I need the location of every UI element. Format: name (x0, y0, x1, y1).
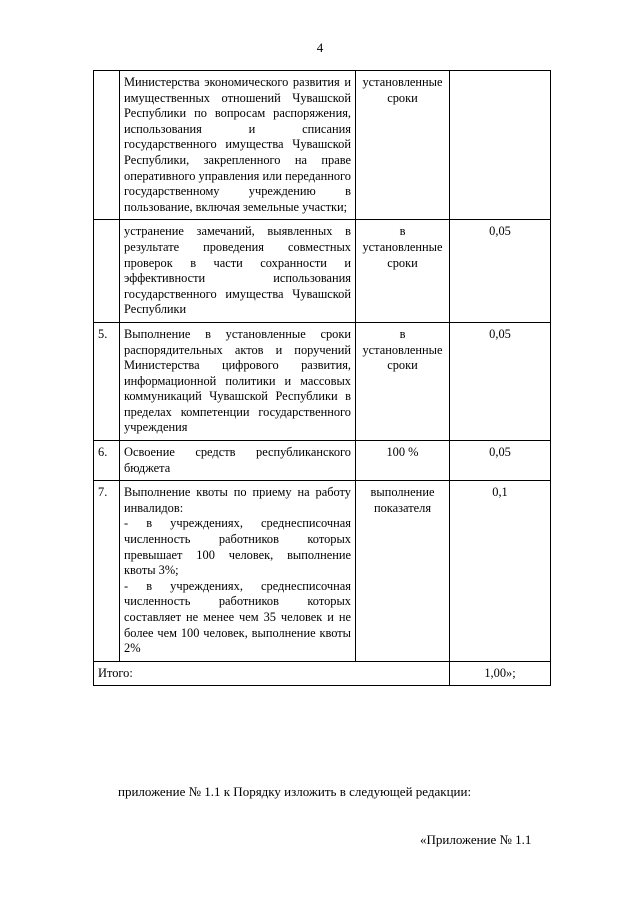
row-description (120, 322, 356, 440)
total-row (94, 661, 551, 686)
row-value: 100 % (356, 441, 450, 481)
row-description (120, 441, 356, 481)
row-weight: 0,05 (450, 220, 551, 323)
table-row (94, 71, 551, 220)
table-row (94, 322, 551, 440)
row-number (94, 220, 120, 323)
description-line: Освоение средств республиканского бюджета (124, 445, 351, 475)
description-line: - в учреждениях, среднесписочная численность работников которых превышает 100 человек, выполнение квоты 3%; (124, 516, 351, 578)
description-line: устранение замечаний, выявленных в результате проведения совместных проверок в части сохранности и эффективности использования государственного имущества Чувашской Республики (124, 224, 351, 317)
row-number: 5. (94, 322, 120, 440)
row-weight: 0,05 (450, 322, 551, 440)
table-row (94, 441, 551, 481)
amendment-text: приложение № 1.1 к Порядку изложить в следующей редакции: (118, 784, 472, 799)
row-value: выполнение показателя (356, 481, 450, 662)
row-number: 6. (94, 441, 120, 481)
table-row (94, 481, 551, 662)
appendix-heading: «Приложение № 1.1 (420, 832, 532, 847)
table-row (94, 220, 551, 323)
description-line: - в учреждениях, среднесписочная численность работников которых составляет не менее чем 35 человек и не более чем 100 человек, выполнение квоты 2% (124, 578, 351, 656)
row-number (94, 71, 120, 220)
description-line: Выполнение в установленные сроки распорядительных актов и поручений Министерства цифрового развития, информационной политики и массовых коммуникаций Чувашской Республики в пределах компетенции государственного учреждения (124, 326, 351, 435)
total-value: 1,00»; (450, 661, 551, 686)
total-label: Итого: (94, 661, 450, 686)
row-value: установленные сроки (356, 71, 450, 220)
row-weight (450, 71, 551, 220)
page-number: 4 (316, 40, 324, 55)
row-value: в установленные сроки (356, 220, 450, 323)
description-line: Выполнение квоты по приему на работу инвалидов: (124, 485, 351, 515)
row-weight: 0,1 (450, 481, 551, 662)
description-line: Министерства экономического развития и имущественных отношений Чувашской Республики по вопросам распоряжения, использования и списания государственного имущества Чувашской Республики, закрепленного на праве оперативного управления или переданного государственному учреждению в пользование, включая земельные участки; (124, 75, 351, 214)
row-description (120, 481, 356, 662)
row-weight: 0,05 (450, 441, 551, 481)
criteria-table (93, 70, 551, 686)
row-description (120, 220, 356, 323)
row-number: 7. (94, 481, 120, 662)
row-value: в установленные сроки (356, 322, 450, 440)
row-description (120, 71, 356, 220)
